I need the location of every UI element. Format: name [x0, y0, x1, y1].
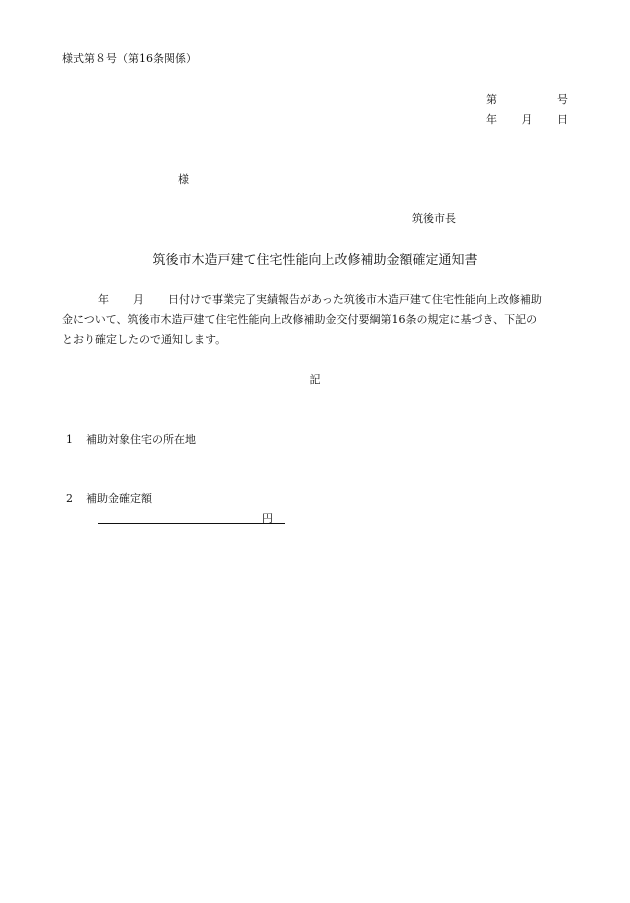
body-line-1: [62, 290, 578, 310]
body-year: 年: [98, 293, 109, 306]
item-number: 1: [66, 433, 73, 446]
date-month: 月: [521, 113, 533, 126]
document-date-line: [486, 111, 568, 127]
item-location: [66, 431, 196, 447]
item-label: 補助対象住宅の所在地: [86, 433, 196, 446]
form-number-label: 様式第８号（第16条関係）: [62, 52, 197, 65]
body-line-1-rest: 日付けで事業完了実績報告があった筑後市木造戸建て住宅性能向上改修補助: [168, 293, 542, 306]
body-line-2: 金について、筑後市木造戸建て住宅性能向上改修補助金交付要綱第16条の規定に基づき、下記の: [62, 313, 538, 326]
date-year: 年: [486, 113, 497, 126]
item-number: 2: [66, 492, 73, 505]
document-title: 筑後市木造戸建て住宅性能向上改修補助金額確定通知書: [152, 253, 478, 268]
document-number-line: [486, 91, 568, 107]
notice-body: [62, 290, 578, 350]
amount-blank-line: [98, 510, 285, 524]
amount-unit: 円: [262, 512, 273, 525]
number-suffix: 号: [557, 93, 568, 106]
item-label: 補助金確定額: [86, 492, 152, 505]
body-month: 月: [133, 293, 144, 306]
body-line-3: とおり確定したので通知します。: [62, 333, 227, 346]
date-day: 日: [557, 113, 568, 126]
ki-heading: 記: [309, 373, 321, 386]
item-amount: [66, 490, 152, 506]
number-prefix: 第: [486, 93, 497, 106]
addressee-honorific: 様: [178, 173, 189, 186]
sender-name: 筑後市長: [412, 212, 456, 225]
